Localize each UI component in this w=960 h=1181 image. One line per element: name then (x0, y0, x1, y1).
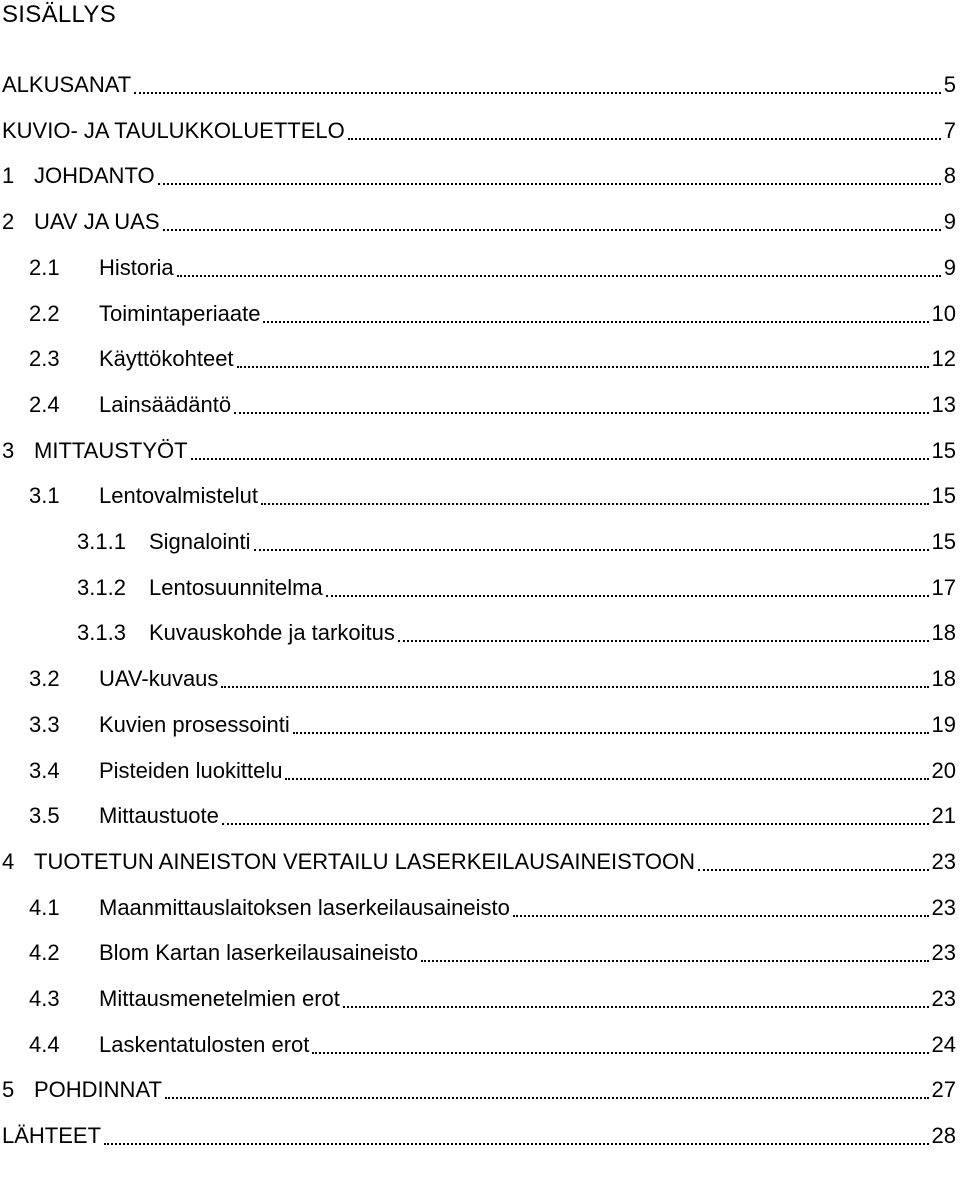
toc-entry-number: 3.2 (29, 666, 60, 691)
toc-entry-number: 3.1.3 (77, 620, 126, 645)
toc-entry-number: 4.2 (29, 940, 60, 965)
toc-entry[interactable] (29, 938, 956, 968)
toc-entry-number: 5 (2, 1077, 15, 1102)
toc-entry-page: 23 (931, 986, 956, 1011)
toc-entry[interactable] (2, 847, 956, 877)
toc-entry-number: 3.1.1 (77, 529, 126, 554)
toc-entry-title: Maanmittauslaitoksen laserkeilausaineisto (99, 895, 510, 920)
toc-entry[interactable] (77, 618, 956, 648)
toc-dot-leader (285, 778, 928, 780)
toc-entry[interactable] (29, 299, 956, 329)
toc-entry-page: 5 (943, 72, 956, 97)
toc-entry-title: Käyttökohteet (99, 346, 234, 371)
toc-entry-number: 3.4 (29, 758, 60, 783)
toc-entry-page: 20 (931, 758, 956, 783)
toc-entry-page: 8 (943, 163, 956, 188)
toc-entry[interactable] (29, 1030, 956, 1060)
toc-entry[interactable] (29, 253, 956, 283)
toc-entry-number: 1 (2, 163, 15, 188)
toc-dot-leader (261, 503, 929, 505)
toc-entry-number: 2 (2, 209, 15, 234)
toc-dot-leader (234, 412, 928, 414)
toc-dot-leader (348, 138, 941, 140)
toc-entry-title: Pisteiden luokittelu (99, 758, 283, 783)
toc-entry-title: Signalointi (149, 529, 251, 554)
toc-entry-page: 15 (931, 438, 956, 463)
toc-dot-leader (343, 1006, 929, 1008)
toc-dot-leader (312, 1052, 928, 1054)
toc-entry-number: 3 (2, 438, 15, 463)
toc-entry-page: 21 (931, 803, 956, 828)
toc-entry-number: 2.3 (29, 346, 60, 371)
toc-dot-leader (237, 366, 929, 368)
toc-entry[interactable] (29, 390, 956, 420)
toc-dot-leader (104, 1143, 928, 1145)
toc-entry-page: 19 (931, 712, 956, 737)
toc-entry-title: Lentosuunnitelma (149, 575, 323, 600)
toc-heading: SISÄLLYS (2, 1, 117, 28)
toc-entry-page: 18 (931, 620, 956, 645)
toc-entry[interactable] (2, 116, 956, 146)
toc-dot-leader (263, 321, 928, 323)
toc-entry-title: Mittaustuote (99, 803, 219, 828)
toc-dot-leader (134, 92, 941, 94)
toc-entry[interactable] (2, 70, 956, 100)
toc-entry-title: Blom Kartan laserkeilausaineisto (99, 940, 419, 965)
toc-entry[interactable] (77, 527, 956, 557)
toc-entry-page: 23 (931, 895, 956, 920)
toc-entry-title: Kuvauskohde ja tarkoitus (149, 620, 395, 645)
toc-entry-title: POHDINNAT (34, 1077, 162, 1102)
toc-entry-title: Lainsäädäntö (99, 392, 232, 417)
toc-entry-title: ALKUSANAT (2, 72, 132, 97)
toc-entry[interactable] (29, 893, 956, 923)
toc-entry-page: 28 (931, 1123, 956, 1148)
toc-entry-page: 15 (931, 483, 956, 508)
toc-entry-number: 3.1.2 (77, 575, 126, 600)
toc-entry-page: 12 (931, 346, 956, 371)
toc-dot-leader (326, 595, 929, 597)
toc-entry-title: TUOTETUN AINEISTON VERTAILU LASERKEILAUSAINEISTOON (34, 849, 695, 874)
toc-entry-page: 23 (931, 849, 956, 874)
toc-dot-leader (398, 640, 929, 642)
toc-entry-number: 4.4 (29, 1032, 60, 1057)
toc-entry-title: KUVIO- JA TAULUKKOLUETTELO (2, 118, 345, 143)
toc-entry[interactable] (2, 1121, 956, 1151)
toc-dot-leader (221, 686, 928, 688)
toc-entry-title: Kuvien prosessointi (99, 712, 290, 737)
toc-entry-number: 4.1 (29, 895, 60, 920)
toc-entry-page: 23 (931, 940, 956, 965)
toc-entry[interactable] (2, 161, 956, 191)
toc-entry-page: 17 (931, 575, 956, 600)
toc-entry-number: 2.2 (29, 301, 60, 326)
toc-dot-leader (254, 549, 929, 551)
toc-entry[interactable] (29, 801, 956, 831)
toc-dot-leader (165, 1097, 929, 1099)
toc-entry[interactable] (29, 481, 956, 511)
toc-dot-leader (293, 732, 929, 734)
toc-entry-number: 2.1 (29, 255, 60, 280)
toc-entry[interactable] (29, 344, 956, 374)
toc-entry-title: Laskentatulosten erot (99, 1032, 310, 1057)
toc-entry[interactable] (29, 664, 956, 694)
toc-entry-number: 3.1 (29, 483, 60, 508)
toc-dot-leader (421, 960, 928, 962)
toc-entry-page: 24 (931, 1032, 956, 1057)
toc-entry-page: 13 (931, 392, 956, 417)
toc-entry-number: 3.5 (29, 803, 60, 828)
toc-entry-title: LÄHTEET (2, 1123, 102, 1148)
toc-dot-leader (698, 869, 929, 871)
toc-entry-title: UAV-kuvaus (99, 666, 219, 691)
toc-entry-page: 18 (931, 666, 956, 691)
toc-dot-leader (191, 458, 929, 460)
toc-entry-page: 27 (931, 1077, 956, 1102)
toc-entry-page: 10 (931, 301, 956, 326)
toc-entry[interactable] (2, 1075, 956, 1105)
toc-entry-page: 9 (943, 209, 956, 234)
toc-dot-leader (222, 823, 929, 825)
toc-dot-leader (158, 183, 941, 185)
toc-entry-title: UAV JA UAS (34, 209, 160, 234)
toc-entry-number: 4.3 (29, 986, 60, 1011)
toc-entry-title: JOHDANTO (34, 163, 155, 188)
toc-entry-number: 4 (2, 849, 15, 874)
toc-entry-number: 2.4 (29, 392, 60, 417)
toc-entry[interactable] (2, 207, 956, 237)
toc-entry[interactable] (29, 756, 956, 786)
toc-entry-title: Historia (99, 255, 174, 280)
toc-entry[interactable] (29, 984, 956, 1014)
toc-entry-page: 15 (931, 529, 956, 554)
toc-dot-leader (513, 915, 929, 917)
toc-entry-title: MITTAUSTYÖT (34, 438, 188, 463)
toc-entry[interactable] (2, 436, 956, 466)
toc-entry-number: 3.3 (29, 712, 60, 737)
toc-entry[interactable] (29, 710, 956, 740)
toc-entry-title: Toimintaperiaate (99, 301, 261, 326)
toc-entry[interactable] (77, 573, 956, 603)
toc-dot-leader (177, 275, 941, 277)
toc-dot-leader (163, 229, 941, 231)
toc-entry-title: Lentovalmistelut (99, 483, 258, 508)
toc-entry-title: Mittausmenetelmien erot (99, 986, 340, 1011)
toc-entry-page: 9 (943, 255, 956, 280)
toc-entry-page: 7 (943, 118, 956, 143)
